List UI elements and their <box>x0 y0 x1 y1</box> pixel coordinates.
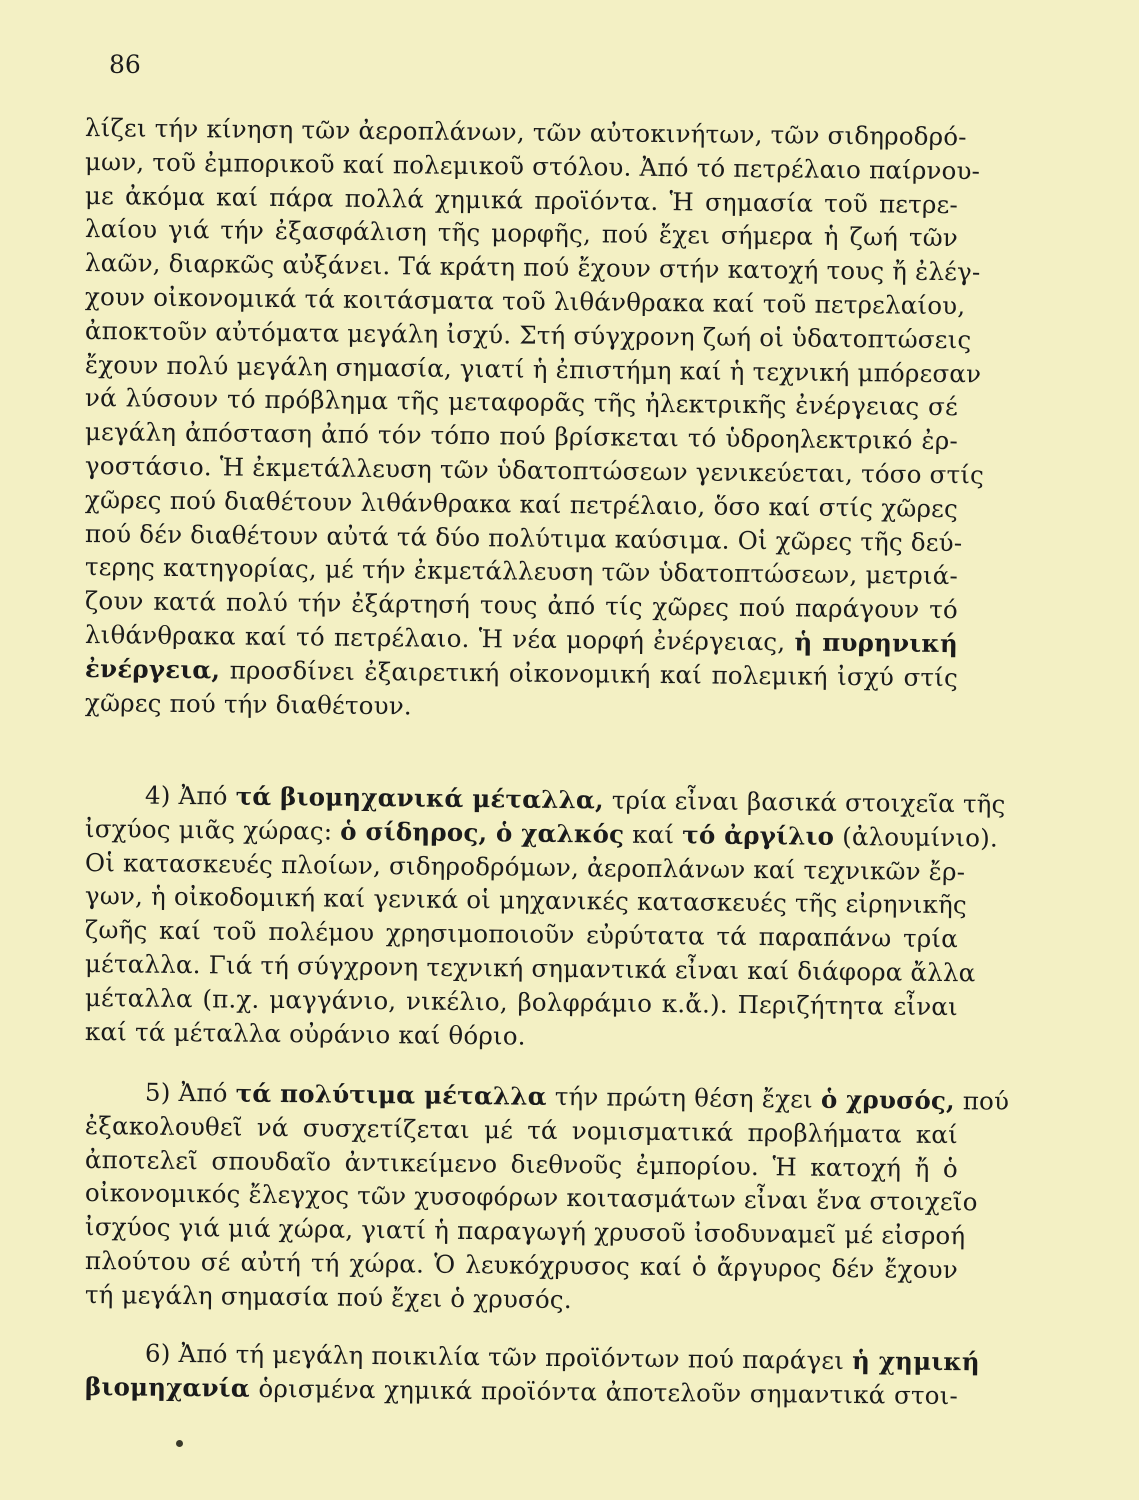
text-line: καί τά μέταλλα οὐράνιο καί θόριο. <box>84 1016 526 1051</box>
text-line: τή μεγάλη σημασία πού ἔχει ὁ χρυσός. <box>84 1279 572 1314</box>
text-line: χουν οἰκονομικά τά κοιτάσματα τοῦ λιθάνθρακα καί τοῦ πετρελαίου, <box>84 281 966 321</box>
bold-term: ἐνέργεια, <box>84 653 221 685</box>
paragraph-energy <box>84 111 985 720</box>
bold-term: βιομηχανία <box>84 1371 251 1403</box>
text-line: ἀποτελεῖ σπουδαῖο ἀντικείμενο διεθνοῦς ἐμπορίου. Ἡ κατοχή ἤ ὁ <box>84 1144 959 1183</box>
text-line: λίζει τήν κίνηση τῶν ἀεροπλάνων, τῶν αὐτοκινήτων, τῶν σιδηροδρό- <box>84 113 967 152</box>
ink-speck <box>176 1440 183 1447</box>
text-line: πού δέν διαθέτουν αὐτά τά δύο πολύτιμα καύσιμα. Οἱ χῶρες τῆς δεύ- <box>84 518 963 557</box>
bold-term: ἡ πυρηνική <box>794 627 959 659</box>
text-run: 5) Ἀπό <box>144 1077 236 1108</box>
text-line: χῶρες πού διαθέτουν λιθάνθρακα καί πετρέλαιο, ὅσο καί στίς χῶρες <box>84 484 959 523</box>
text-line: μων, τοῦ ἐμπορικοῦ καί πολεμικοῦ στόλου. Ἀπό τό πετρέλαιο παίρνου- <box>84 146 981 186</box>
text-line: ἰσχύος γιά μιά χώρα, γιατί ἡ παραγωγή χρυσοῦ ἰσοδυναμεῖ μέ εἰσροή <box>84 1212 966 1251</box>
paragraph-chemical-industry <box>84 1336 981 1410</box>
text-line: γων, ἡ οἰκοδομική καί γενικά οἱ μηχανικές κατασκευές τῆς εἰρηνικῆς <box>84 881 968 920</box>
bold-term: ἡ χημική <box>851 1346 981 1377</box>
text-line: μέταλλα (π.χ. μαγγάνιο, νικέλιο, βολφράμιο κ.ἄ.). Περιζήτητα εἶναι <box>84 982 959 1021</box>
bold-term: ὁ σίδηρος, ὁ χαλκός <box>340 816 625 849</box>
text-run: 6) Ἀπό τή μεγάλη ποικιλία τῶν προϊόντων πού παράγει <box>144 1338 853 1376</box>
text-line: μεγάλη ἀπόσταση ἀπό τόν τόπο πού βρίσκεται τό ὑδροηλεκτρικό ἐρ- <box>84 417 959 456</box>
text-line: χῶρες πού τήν διαθέτουν. <box>84 687 413 720</box>
text-run: καί <box>624 819 683 850</box>
text-line: ἀποκτοῦν αὐτόματα μεγάλη ἰσχύ. Στή σύγχρονη ζωή οἱ ὑδατοπτώσεις <box>84 315 972 355</box>
text-line: πλούτου σέ αὐτή τή χώρα. Ὁ λευκόχρυσος καί ὁ ἄργυρος δέν ἔχουν <box>84 1245 959 1285</box>
text-line: τερης κατηγορίας, μέ τήν ἐκμετάλλευση τῶν ὑδατοπτώσεων, μετριά- <box>84 552 959 591</box>
text-run: τήν πρώτη θέση ἔχει <box>546 1081 822 1114</box>
text-line: οἰκονομικός ἔλεγχος τῶν χυσοφόρων κοιτασμάτων εἶναι ἕνα στοιχεῖο <box>84 1178 978 1217</box>
text-run: ὁρισμένα χημικά προϊόντα ἀποτελοῦν σημαντικά στοι- <box>249 1373 959 1410</box>
bold-term: τά πολύτιμα μέταλλα <box>235 1078 547 1111</box>
text-run: προσδίνει ἐξαιρετική οἰκονομική καί πολεμική ἰσχύ στίς <box>220 655 959 692</box>
text-line: λαίου γιά τήν ἐξασφάλιση τῆς μορφῆς, πού ἔχει σήμερα ἡ ζωή τῶν <box>84 214 959 253</box>
text-line: μέταλλα. Γιά τή σύγχρονη τεχνική σημαντικά εἶναι καί διάφορα ἄλλα <box>84 948 976 988</box>
text-line: με ἀκόμα καί πάρα πολλά χημικά προϊόντα. Ἡ σημασία τοῦ πετρε- <box>84 180 959 219</box>
text-line: λαῶν, διαρκῶς αὐξάνει. Τά κράτη πού ἔχουν στήν κατοχή τους ἤ ἐλέγ- <box>84 248 981 287</box>
bold-term: τά βιομηχανικά μέταλλα, <box>235 781 604 815</box>
page-number: 86 <box>109 50 141 79</box>
text-line: γοστάσιο. Ἡ ἐκμετάλλευση τῶν ὑδατοπτώσεων γενικεύεται, τόσο στίς <box>84 450 985 490</box>
paragraph-industrial-metals <box>84 778 1006 1051</box>
text-run: τρία εἶναι βασικά στοιχεῖα τῆς <box>603 785 1006 819</box>
text-line: ζουν κατά πολύ τήν ἐξάρτησή τους ἀπό τίς χῶρες πού παράγουν τό <box>84 586 959 625</box>
text-run: 4) Ἀπό <box>144 780 236 811</box>
text-line: νά λύσουν τό πρόβλημα τῆς μεταφορᾶς τῆς ἠλεκτρικῆς ἐνέργειας σέ <box>84 383 959 422</box>
paragraph-precious-metals <box>84 1075 1010 1314</box>
bold-term: τό ἀργίλιο <box>682 820 835 851</box>
text-run: λιθάνθρακα καί τό πετρέλαιο. Ἡ νέα μορφή ἐνέργειας, <box>84 619 795 657</box>
text-run: (ἀλουμίνιο). <box>834 821 999 853</box>
text-run: ἰσχύος μιᾶς χώρας: <box>84 813 341 846</box>
text-line: ζωῆς καί τοῦ πολέμου χρησιμοποιοῦν εὐρύτατα τά παραπάνω τρία <box>84 915 959 954</box>
text-run: πού <box>954 1086 1010 1116</box>
bold-term: ὁ χρυσός, <box>820 1084 955 1116</box>
text-line: Οἱ κατασκευές πλοίων, σιδηροδρόμων, ἀεροπλάνων καί τεχνικῶν ἔρ- <box>84 847 966 886</box>
text-line: ἔχουν πολύ μεγάλη σημασία, γιατί ἡ ἐπιστήμη καί ἡ τεχνική μπόρεσαν <box>84 349 982 388</box>
text-line: ἐξακολουθεῖ νά συσχετίζεται μέ τά νομισματικά προβλήματα καί <box>84 1110 959 1149</box>
